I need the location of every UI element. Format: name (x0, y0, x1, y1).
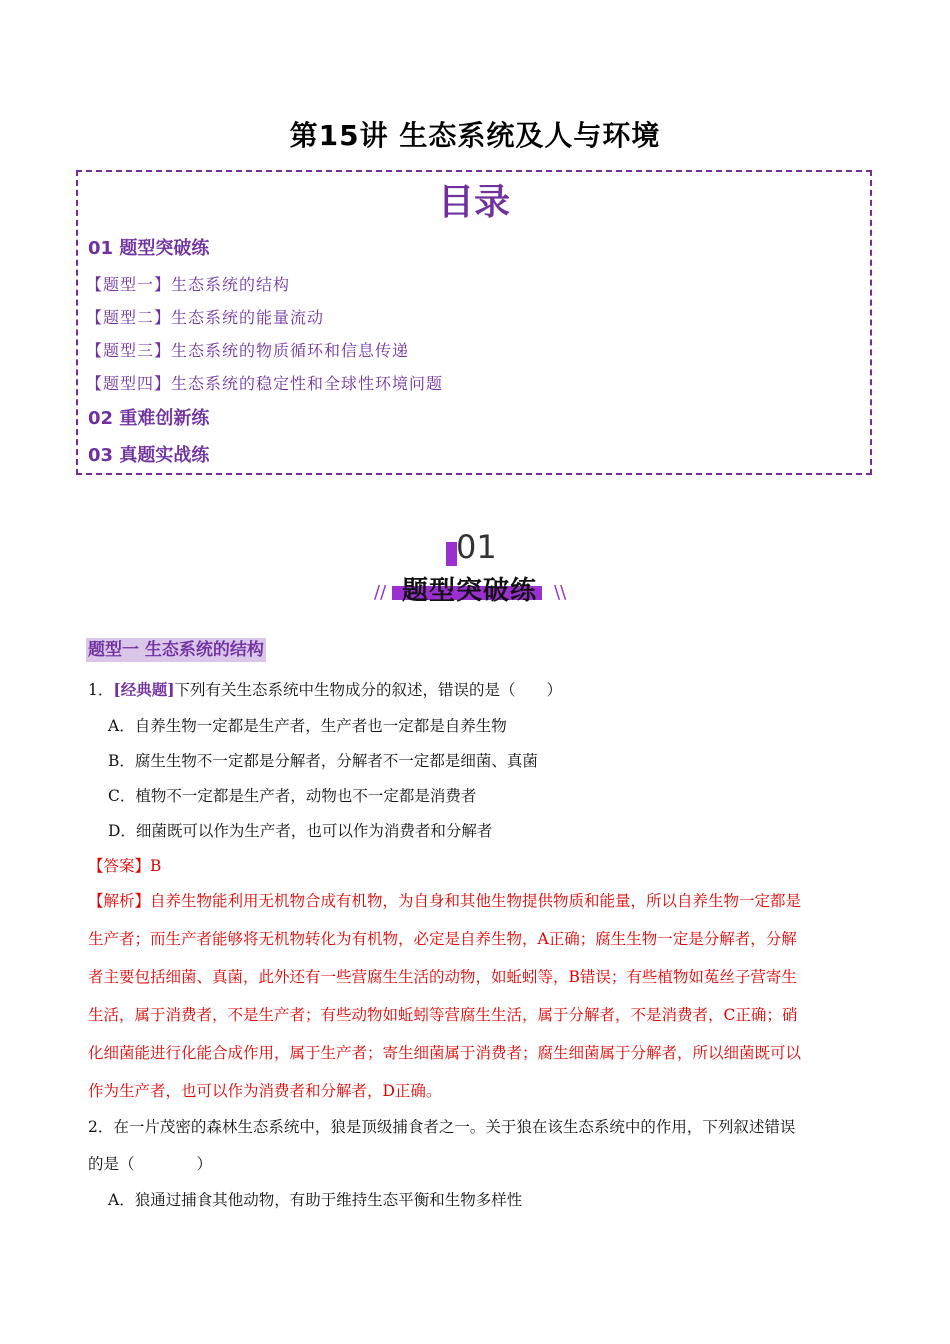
question-1-option-a: A．自养生物一定都是生产者，生产者也一定都是自养生物 (108, 717, 507, 735)
analysis-line-4: 生活，属于消费者，不是生产者；有些动物如蚯蚓等营腐生生活，属于分解者，不是消费者，C正确；硝 (88, 1006, 798, 1024)
table-of-contents (76, 170, 872, 475)
question-2-option-a: A．狼通过捕食其他动物，有助于维持生态平衡和生物多样性 (108, 1191, 523, 1209)
analysis-line-3: 者主要包括细菌、真菌，此外还有一些营腐生生活的动物，如蚯蚓等，B错误；有些植物如菟丝子营寄生 (88, 968, 797, 986)
toc-section-01[interactable]: 01 题型突破练 (88, 238, 210, 259)
question-1-option-c: C．植物不一定都是生产者，动物也不一定都是消费者 (108, 787, 477, 805)
banner-slash-right: \\ (554, 582, 567, 603)
banner-number: 01 (456, 528, 497, 566)
question-tag: [经典题] (113, 680, 175, 699)
question-1-option-b: B．腐生生物不一定都是分解者，分解者不一定都是细菌、真菌 (108, 752, 538, 770)
section-title: 题型一 生态系统的结构 (88, 640, 264, 660)
question-1-option-d: D．细菌既可以作为生产者，也可以作为消费者和分解者 (108, 822, 493, 840)
banner-label: 题型突破练 (402, 576, 538, 606)
section-banner (370, 530, 580, 610)
question-2-stem-line-1: 2．在一片茂密的森林生态系统中，狼是顶级捕食者之一。关于狼在该生态系统中的作用，下列叙述错误 (88, 1118, 796, 1136)
toc-section-02[interactable]: 02 重难创新练 (88, 408, 210, 429)
question-1-answer: 【答案】B (88, 857, 162, 875)
toc-item-4[interactable]: 【题型四】生态系统的稳定性和全球性环境问题 (86, 374, 444, 393)
question-text: 下列有关生态系统中生物成分的叙述，错误的是（ ） (174, 681, 563, 699)
toc-item-3[interactable]: 【题型三】生态系统的物质循环和信息传递 (86, 341, 410, 360)
analysis-line-5: 化细菌能进行化能合成作用，属于生产者；寄生细菌属于消费者；腐生细菌属于分解者，所以细菌既可以 (88, 1044, 802, 1062)
analysis-line-1: 【解析】自养生物能利用无机物合成有机物，为自身和其他生物提供物质和能量，所以自养生物一定都是 (88, 892, 802, 910)
banner-slash-left: // (374, 582, 387, 603)
page-title: 第15讲 生态系统及人与环境 (289, 119, 661, 152)
analysis-line-6: 作为生产者，也可以作为消费者和分解者，D正确。 (88, 1082, 442, 1100)
toc-item-2[interactable]: 【题型二】生态系统的能量流动 (86, 308, 325, 327)
toc-item-1[interactable]: 【题型一】生态系统的结构 (86, 275, 291, 294)
toc-section-03[interactable]: 03 真题实战练 (88, 445, 210, 466)
question-1-stem (88, 678, 562, 700)
question-2-stem-line-2: 的是（ ） (88, 1155, 213, 1173)
toc-heading: 目录 (437, 182, 510, 223)
analysis-line-2: 生产者；而生产者能够将无机物转化为有机物，必定是自养生物，A正确；腐生生物一定是分解者，分解 (88, 930, 797, 948)
question-number: 1． (88, 681, 114, 699)
